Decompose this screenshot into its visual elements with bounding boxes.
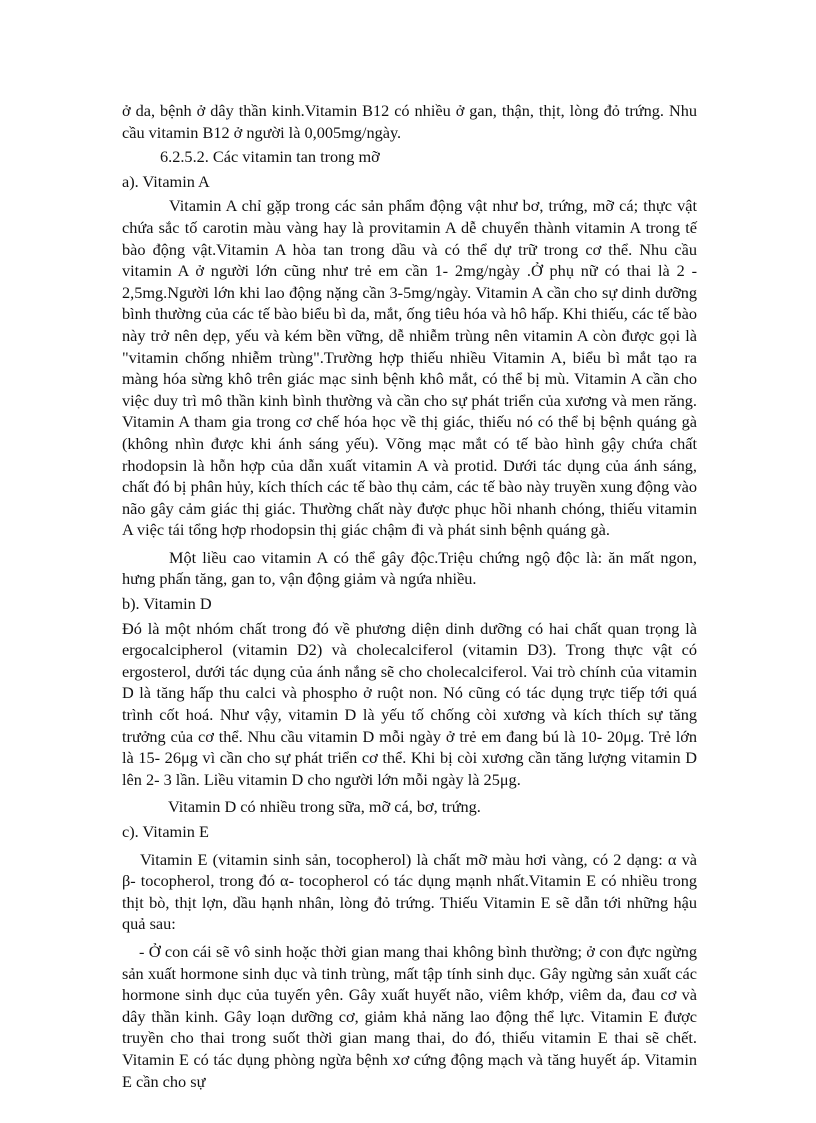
heading-vitamin-e: c). Vitamin E bbox=[122, 822, 209, 841]
heading-vitamin-a: a). Vitamin A bbox=[122, 171, 210, 191]
intro-paragraph: ở da, bệnh ở dây thần kinh.Vitamin B12 có nhiều ở gan, thận, thịt, lòng đỏ trứng. Nhu cầu vitamin B12 ở người là 0,005mg/ngày. bbox=[122, 101, 697, 142]
vitamin-d-paragraph-2: Vitamin D có nhiều trong sữa, mỡ cá, bơ, trứng. bbox=[168, 797, 481, 817]
vitamin-d-paragraph-1: Đó là một nhóm chất trong đó về phương diện dinh dưỡng có hai chất quan trọng là ergocalcipherol (vitamin D2) và cholecalciferol (vitamin D3). Trong thực vật có ergosterol, dưới tác dụng của ánh nắng sẽ cho cholecalciferol. Vai trò chính của vitamin D là tăng hấp thu calci và phospho ở ruột non. Nó cũng có tác dụng trực tiếp tới quá trình cốt hoá. Như vậy, vitamin D là yếu tố chống còi xương và kích thích sự tăng trưởng của cơ thể. Nhu cầu vitamin D mỗi ngày ở trẻ em đang bú là 10- 20μg. Trẻ lớn là 15- 26μg vì cần cho sự phát triển cơ thể. Khi bị còi xương cần tăng lượng vitamin D lên 2- 3 lần. Liều vitamin D cho người lớn mỗi ngày là 25μg. bbox=[122, 618, 697, 789]
section-heading: 6.2.5.2. Các vitamin tan trong mỡ bbox=[160, 147, 380, 167]
heading-vitamin-d: b). Vitamin D bbox=[122, 594, 212, 614]
vitamin-e-paragraph-2: - Ở con cái sẽ vô sinh hoặc thời gian mang thai không bình thường; ở con đực ngừng sản xuất hormone sinh dục và tinh trùng, mất tập tính sinh dục. Gây ngừng sản xuất các hormone sinh dục của tuyến yên. Gây xuất huyết não, viêm khớp, viêm da, đau cơ và dây thần kinh. Gây loạn dưỡng cơ, giảm khả năng lao động thể lực. Vitamin E được truyền cho thai trong suốt thời gian mang thai, do đó, thiếu vitamin E thai sẽ chết. Vitamin E có tác dụng phòng ngừa bệnh xơ cứng động mạch và tăng huyết áp. Vitamin E cần cho sự bbox=[122, 941, 697, 1091]
page-content bbox=[122, 100, 697, 1092]
vitamin-a-paragraph-2: Một liều cao vitamin A có thể gây độc.Triệu chứng ngộ độc là: ăn mất ngon, hưng phấn tăng, gan to, vận động giảm và ngứa nhiều. bbox=[122, 547, 697, 589]
vitamin-e-paragraph-1: Vitamin E (vitamin sinh sản, tocopherol) là chất mỡ màu hơi vàng, có 2 dạng: α và β- tocopherol, trong đó α- tocopherol có tác dụng mạnh nhất.Vitamin E có nhiều trong thịt bò, thịt lợn, dầu hạnh nhân, lòng đỏ trứng. Thiếu Vitamin E sẽ dẫn tới những hậu quả sau: bbox=[122, 849, 697, 934]
vitamin-a-paragraph-1: Vitamin A chỉ gặp trong các sản phẩm động vật như bơ, trứng, mỡ cá; thực vật chứa sắc tố carotin màu vàng hay là provitamin A dễ chuyển thành vitamin A trong tế bào động vật.Vitamin A hòa tan trong dầu và có thể dự trữ trong cơ thể. Nhu cầu vitamin A ở người lớn cũng như trẻ em cần 1- 2mg/ngày .Ở phụ nữ có thai là 2 - 2,5mg.Người lớn khi lao động nặng cần 3-5mg/ngày. Vitamin A cần cho sự dinh dưỡng bình thường của các tế bào biểu bì da, mắt, ống tiêu hóa và hô hấp. Khi thiếu, các tế bào này trở nên dẹp, yếu và kém bền vững, dễ nhiễm trùng nên vitamin A còn được gọi là "vitamin chống nhiễm trùng".Trường hợp thiếu nhiều Vitamin A, biểu bì mắt tạo ra màng hóa sừng khô trên giác mạc sinh bệnh khô mắt, có thể bị mù. Vitamin A cần cho việc duy trì mô thần kinh bình thường và cần cho sự phát triển của xương và men răng. Vitamin A tham gia trong cơ chế hóa học về thị giác, thiếu nó có thể bị bệnh quáng gà (không nhìn được khi ánh sáng yếu). Võng mạc mắt có tế bào hình gậy chứa chất rhodopsin là hỗn hợp của dẫn xuất vitamin A và protid. Dưới tác dụng của ánh sáng, chất đó bị phân hủy, kích thích các tế bào thụ cảm, các tế bào này truyền xung động vào não gây cảm giác thị giác. Thường chất này được phục hồi nhanh chóng, thiếu vitamin A việc tái tổng hợp rhodopsin thị giác chậm đi và phát sinh bệnh quáng gà. bbox=[122, 196, 697, 540]
